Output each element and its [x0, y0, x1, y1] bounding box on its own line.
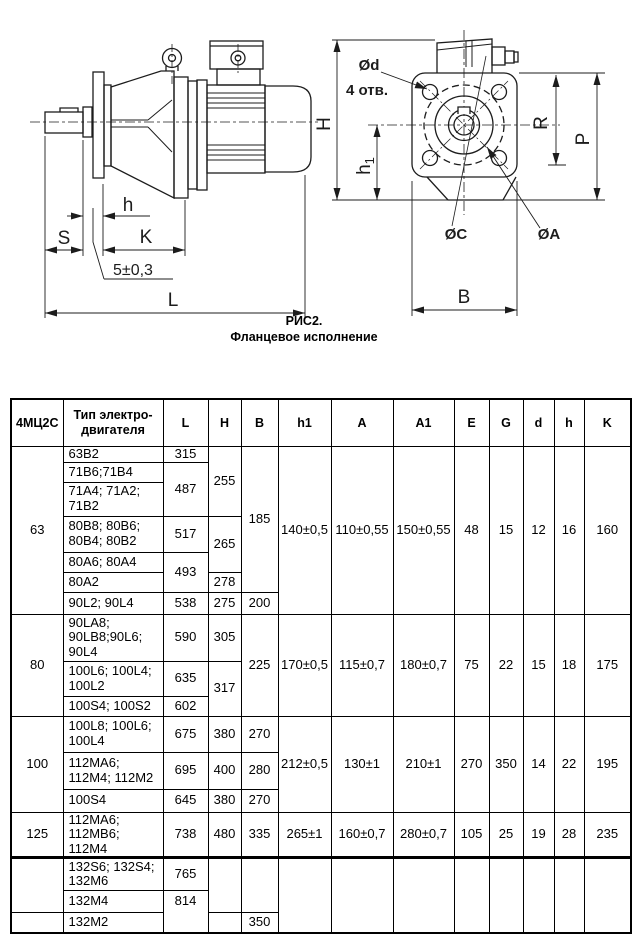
- cable-gland-cap: [514, 52, 518, 62]
- holes-count-label: 4 отв.: [345, 82, 389, 99]
- cell-H: [208, 912, 241, 933]
- cell-B: 185: [241, 446, 278, 592]
- dim-B-label: B: [457, 287, 471, 308]
- cell-L: 675: [163, 716, 208, 752]
- front-view-dimensions: [314, 40, 605, 316]
- cell-motor-type: 80A2: [63, 572, 163, 592]
- cell-d: 14: [523, 716, 554, 812]
- cell-K: 160: [584, 446, 631, 614]
- dim-H-label: H: [314, 117, 335, 131]
- cell-h1: 212±0,5: [278, 716, 331, 812]
- header-B: B: [241, 399, 278, 446]
- cell-B: 335: [241, 812, 278, 857]
- cell-E: 105: [454, 812, 489, 857]
- figure-caption-number: РИС2.: [285, 314, 323, 328]
- cell-H: 480: [208, 812, 241, 857]
- side-view-dimensions: [45, 136, 305, 318]
- cell-H: 255: [208, 446, 241, 516]
- cell-B: 225: [241, 614, 278, 716]
- header-h: h: [554, 399, 584, 446]
- figure-caption: [0, 314, 608, 345]
- cell-E: 270: [454, 716, 489, 812]
- terminal-box-side: [210, 41, 263, 85]
- cell-H: 275: [208, 592, 241, 614]
- cell-H: 278: [208, 572, 241, 592]
- cell-B: 350: [241, 912, 278, 933]
- cell-h: [554, 858, 584, 933]
- cell-H: 400: [208, 752, 241, 789]
- cell-motor-type: 132S6; 132S4; 132M6: [63, 858, 163, 890]
- motor-body: [207, 85, 311, 173]
- table-row: [11, 812, 631, 857]
- cell-h1: 140±0,5: [278, 446, 331, 614]
- cell-h: 22: [554, 716, 584, 812]
- flange-disc: [93, 72, 104, 178]
- cell-L: 602: [163, 696, 208, 716]
- cell-d: 19: [523, 812, 554, 857]
- cable-gland-nut: [505, 51, 514, 63]
- cell-h1: [278, 858, 331, 933]
- cell-H: 317: [208, 661, 241, 716]
- cell-H: [208, 858, 241, 912]
- cell-L: 695: [163, 752, 208, 789]
- cell-motor-type: 112MA6; 112M4; 112M2: [63, 752, 163, 789]
- cell-L: 517: [163, 516, 208, 552]
- cell-E: 75: [454, 614, 489, 716]
- cell-gear-size: 80: [11, 614, 63, 716]
- cell-motor-type: 100L6; 100L4; 100L2: [63, 661, 163, 696]
- keyway-mask: [458, 107, 470, 114]
- table-header-row: [11, 399, 631, 446]
- cable-gland: [492, 47, 505, 65]
- cell-G: 25: [489, 812, 523, 857]
- gearbox-housing: [111, 71, 207, 198]
- cell-G: [489, 858, 523, 933]
- dim-S-label: S: [57, 228, 71, 249]
- cell-A1: 280±0,7: [393, 812, 454, 857]
- cell-L: 493: [163, 552, 208, 592]
- cell-L: 487: [163, 462, 208, 516]
- cell-motor-type: 63B2: [63, 446, 163, 462]
- motor-end-cap: [265, 86, 311, 172]
- cell-H: 380: [208, 789, 241, 812]
- header-d: d: [523, 399, 554, 446]
- cell-L: 814: [163, 890, 208, 933]
- cell-B: 200: [241, 592, 278, 614]
- cell-A: 110±0,55: [331, 446, 393, 614]
- cell-A1: 210±1: [393, 716, 454, 812]
- dim-h1-main: h: [354, 164, 375, 175]
- cell-G: 22: [489, 614, 523, 716]
- housing-plate: [174, 77, 188, 198]
- dim-C-label: ØC: [444, 226, 468, 243]
- header-series: 4МЦ2С: [11, 399, 63, 446]
- cell-gear-size: 125: [11, 812, 63, 857]
- table-row: [11, 446, 631, 462]
- cell-L: 645: [163, 789, 208, 812]
- dim-A-label: ØA: [537, 226, 561, 243]
- table-row: [11, 858, 631, 890]
- flange-hub: [104, 85, 111, 166]
- cell-motor-type: 71B6;71B4: [63, 462, 163, 482]
- cell-motor-type: 80B8; 80B6; 80B4; 80B2: [63, 516, 163, 552]
- cell-gear-size: 63: [11, 446, 63, 614]
- cell-h: 16: [554, 446, 584, 614]
- cell-K: 235: [584, 812, 631, 857]
- dim-h1-label: [354, 157, 377, 175]
- housing-foot: [427, 177, 516, 200]
- cell-motor-type: 100S4; 100S2: [63, 696, 163, 716]
- dim-P-label: P: [573, 132, 594, 146]
- cell-motor-type: 90LA8; 90LB8;90L6; 90L4: [63, 614, 163, 661]
- cell-d: [523, 858, 554, 933]
- dim-R-label: R: [531, 116, 552, 130]
- cell-A: 115±0,7: [331, 614, 393, 716]
- cell-A: 160±0,7: [331, 812, 393, 857]
- cell-L: 765: [163, 858, 208, 890]
- cell-gear-size: 100: [11, 716, 63, 812]
- cell-A: 130±1: [331, 716, 393, 812]
- cell-B: 270: [241, 716, 278, 752]
- header-H: H: [208, 399, 241, 446]
- cell-H: 380: [208, 716, 241, 752]
- cell-K: 175: [584, 614, 631, 716]
- cell-d: 15: [523, 614, 554, 716]
- cell-G: 350: [489, 716, 523, 812]
- cell-gear-size: [11, 858, 63, 912]
- cell-K: 195: [584, 716, 631, 812]
- cell-B: 280: [241, 752, 278, 789]
- cell-A: [331, 858, 393, 933]
- side-view-drawing: [30, 41, 318, 198]
- cell-motor-type: 100S4: [63, 789, 163, 812]
- cell-E: [454, 858, 489, 933]
- dimensions-table: [10, 398, 632, 858]
- header-K: K: [584, 399, 631, 446]
- header-G: G: [489, 399, 523, 446]
- cell-motor-type: 90L2; 90L4: [63, 592, 163, 614]
- cell-E: 48: [454, 446, 489, 614]
- cell-h1: 265±1: [278, 812, 331, 857]
- dim-h1-sub: 1: [362, 157, 377, 165]
- cell-h1: 170±0,5: [278, 614, 331, 716]
- cell-motor-type: 71A4; 71A2; 71B2: [63, 482, 163, 516]
- cell-G: 15: [489, 446, 523, 614]
- cell-motor-type: 132M4: [63, 890, 163, 912]
- header-motor-type: Тип электро-двигателя: [63, 399, 163, 446]
- housing-plate-2: [188, 81, 197, 189]
- header-L: L: [163, 399, 208, 446]
- motor-adapter-flange: [197, 80, 207, 190]
- dim-L-label: L: [167, 290, 179, 311]
- cell-A1: [393, 858, 454, 933]
- terminal-box-front: [437, 39, 518, 73]
- dim-h-label: h: [122, 195, 134, 216]
- cell-H: 305: [208, 614, 241, 661]
- cell-B: 270: [241, 789, 278, 812]
- tolerance-label: 5±0,3: [113, 262, 153, 279]
- table-row: [11, 716, 631, 752]
- cell-L: 635: [163, 661, 208, 696]
- cell-gear-size: [11, 912, 63, 933]
- header-A: A: [331, 399, 393, 446]
- cell-H: 265: [208, 516, 241, 572]
- cell-L: 315: [163, 446, 208, 462]
- cell-B: [241, 858, 278, 912]
- header-E: E: [454, 399, 489, 446]
- figure-caption-title: Фланцевое исполнение: [230, 329, 378, 344]
- eyebolt: [163, 44, 182, 84]
- cell-L: 590: [163, 614, 208, 661]
- cell-motor-type: 132M2: [63, 912, 163, 933]
- header-A1: A1: [393, 399, 454, 446]
- cell-d: 12: [523, 446, 554, 614]
- dim-d-label: Ød: [358, 57, 380, 74]
- cell-motor-type: 80A6; 80A4: [63, 552, 163, 572]
- table-row: [11, 614, 631, 661]
- dim-K-label: K: [139, 227, 153, 248]
- cell-motor-type: 112MA6; 112MB6; 112M4: [63, 812, 163, 857]
- cell-A1: 180±0,7: [393, 614, 454, 716]
- cell-K: [584, 858, 631, 933]
- cell-L: 738: [163, 812, 208, 857]
- cell-h: 18: [554, 614, 584, 716]
- dim-A-leader: [487, 147, 540, 228]
- cell-motor-type: 100L8; 100L6; 100L4: [63, 716, 163, 752]
- cooling-fins: [207, 93, 265, 160]
- cell-L: 538: [163, 592, 208, 614]
- cell-A1: 150±0,55: [393, 446, 454, 614]
- extra-dimensions-table: [10, 857, 632, 934]
- header-h1: h1: [278, 399, 331, 446]
- cell-h: 28: [554, 812, 584, 857]
- housing-ribs: [111, 100, 172, 152]
